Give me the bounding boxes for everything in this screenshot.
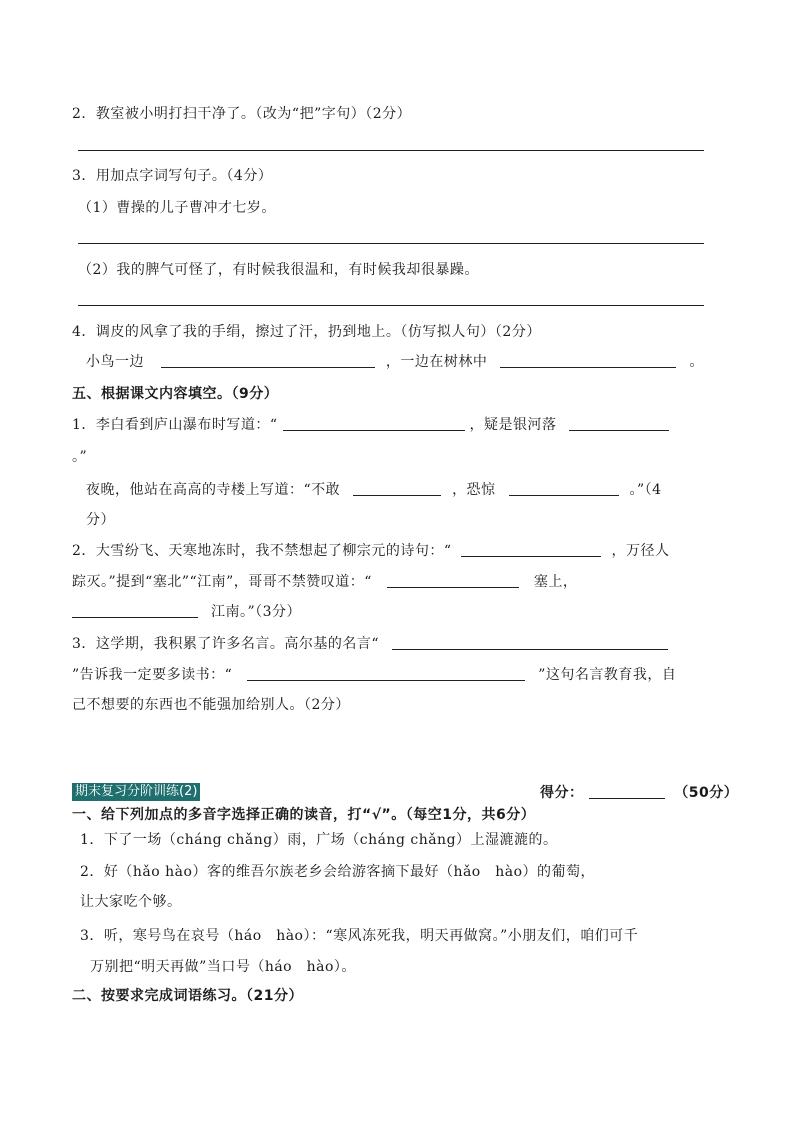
question-4-middle: ，一边在树林中 [385, 354, 488, 370]
fill-blank[interactable] [387, 573, 519, 588]
section-5-q2-line1 [72, 541, 669, 561]
q3-suffix: ”这句名言教育我，自 [538, 667, 677, 683]
section-5-q1-line3 [86, 480, 662, 500]
pinyin-question-3b: 万别把“明天再做”当口号（háo hào）。 [90, 959, 356, 975]
answer-line[interactable] [78, 150, 704, 151]
question-4-text: 4．调皮的风拿了我的手绢，擦过了汗，扔到地上。（仿写拟人句）（2分） [72, 324, 541, 340]
q2-text: 踪灭。”提到“塞北”“江南”，哥哥不禁赞叹道：“ [72, 574, 372, 590]
question-4-fill-line [86, 352, 704, 372]
q2-south: 江南。”（3分） [210, 604, 302, 620]
q3-middle: ”告诉我一定要多读书：“ [72, 667, 233, 683]
fill-blank[interactable] [353, 481, 441, 496]
section-5-q3-line3: 己不想要的东西也不能强加给别人。（2分） [72, 697, 350, 713]
fill-blank[interactable] [247, 666, 525, 681]
score-total: （50分） [674, 785, 739, 801]
q1-middle: ，疑是银河落 [469, 417, 557, 433]
question-4-end: 。 [689, 354, 704, 370]
answer-line[interactable] [78, 305, 704, 306]
pinyin-question-2b: 让大家吃个够。 [80, 894, 182, 910]
answer-line[interactable] [78, 243, 704, 244]
fill-blank[interactable] [461, 542, 601, 557]
section-5-q2-line3 [72, 602, 301, 622]
fill-blank[interactable] [72, 603, 198, 618]
section-tag: 期末复习分阶训练(2) [72, 783, 200, 801]
q1-night-middle: ，恐惊 [452, 482, 496, 498]
fill-blank[interactable] [283, 416, 465, 431]
fill-blank[interactable] [161, 353, 375, 368]
section-5-q1-line1 [72, 415, 669, 435]
q1-night-end: 。”（4 [629, 482, 662, 498]
question-3-part-1: （1）曹操的儿子曹冲才七岁。 [78, 200, 276, 216]
fill-blank[interactable] [392, 635, 668, 650]
question-4-prefix: 小鸟一边 [86, 354, 144, 370]
score-blank[interactable] [589, 784, 665, 799]
part2-section-1-title: 一、给下列加点的多音字选择正确的读音，打“√”。（每空1分，共6分） [72, 807, 536, 823]
q1-prefix: 1．李白看到庐山瀑布时写道：“ [72, 417, 278, 433]
q3-prefix: 3．这学期，我积累了许多名言。高尔基的名言“ [72, 636, 380, 652]
pinyin-question-1: 1．下了一场（cháng chǎng）雨，广场（cháng chǎng）上湿漉漉的。 [80, 832, 558, 848]
q2-prefix: 2．大雪纷飞、天寒地冻时，我不禁想起了柳宗元的诗句：“ [72, 543, 452, 559]
score-line [540, 783, 738, 803]
part2-section-2-title: 二、按要求完成词语练习。（21分） [72, 988, 303, 1004]
q2-middle: ，万径人 [611, 543, 670, 559]
score-label: 得分： [540, 785, 584, 801]
section-5-q2-line2 [72, 572, 577, 592]
q1-night-prefix: 夜晚，他站在高高的寺楼上写道：“不敢 [86, 482, 341, 498]
question-3-part-2: （2）我的脾气可怪了，有时候我很温和，有时候我却很暴躁。 [78, 262, 479, 278]
fill-blank[interactable] [569, 416, 669, 431]
section-5-q3-line2 [72, 665, 676, 685]
fill-blank[interactable] [509, 481, 619, 496]
question-3-text: 3．用加点字词写句子。（4分） [72, 168, 273, 184]
fill-blank[interactable] [500, 353, 676, 368]
section-5-title: 五、根据课文内容填空。（9分） [72, 386, 279, 402]
q2-north: 塞上， [533, 574, 578, 590]
pinyin-question-2a: 2．好（hǎo hào）客的维吾尔族老乡会给游客摘下最好（hǎo hào）的葡萄， [80, 864, 596, 880]
section-5-q3-line1 [72, 634, 668, 654]
pinyin-question-3a: 3．听，寒号鸟在哀号（háo hào）：“寒风冻死我，明天再做窝。”小朋友们，咱们可千 [80, 928, 639, 944]
section-5-q1-score: 分） [86, 512, 115, 528]
section-5-q1-line2: 。” [72, 449, 88, 465]
question-2-text: 2．教室被小明打扫干净了。（改为“把”字句）（2分） [72, 106, 412, 122]
